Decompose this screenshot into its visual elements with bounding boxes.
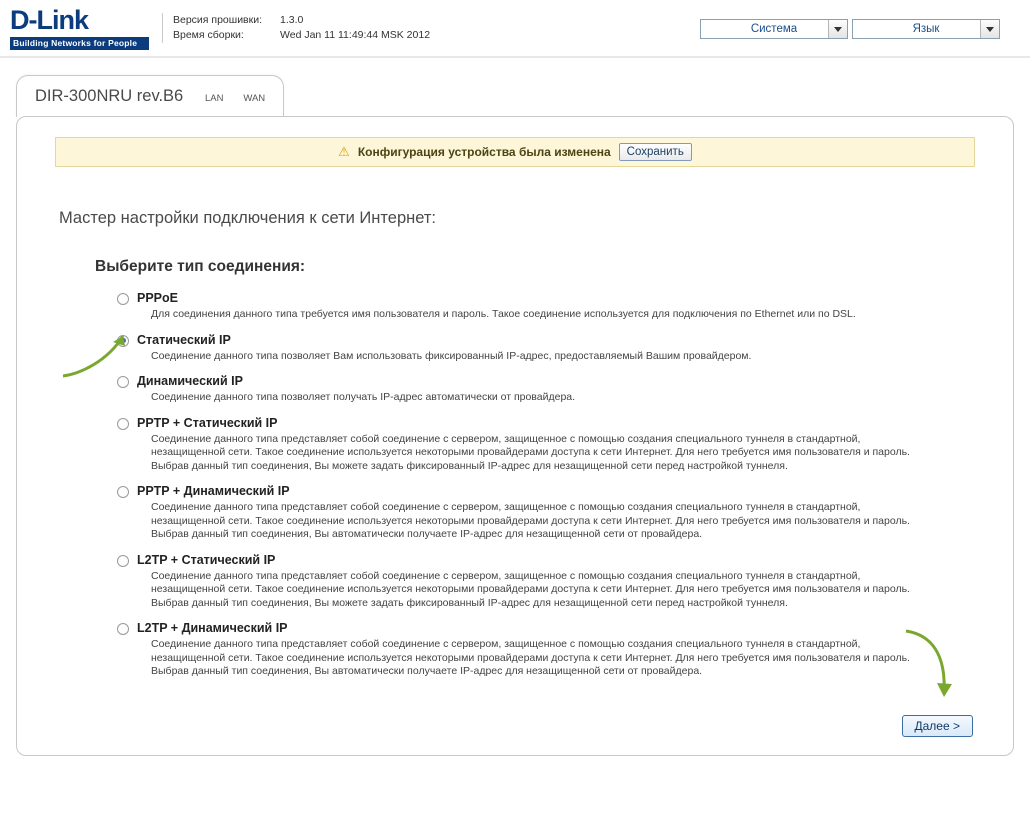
brand-logo — [0, 4, 150, 50]
radio-pptp-static-ip[interactable] — [117, 418, 129, 430]
option-label: PPTP + Динамический IP — [137, 484, 290, 498]
option-l2tp-dynamic-ip[interactable] — [117, 620, 917, 679]
system-menu-select[interactable] — [700, 19, 848, 39]
pointer-arrow-to-next-button — [898, 625, 958, 715]
save-button[interactable]: Сохранить — [619, 143, 692, 161]
wan-label: WAN — [243, 92, 266, 104]
option-label: PPPoE — [137, 291, 178, 305]
lan-label: LAN — [204, 92, 224, 104]
led-indicators — [201, 88, 267, 106]
chevron-down-icon[interactable] — [980, 20, 999, 38]
option-dynamic-ip[interactable] — [117, 373, 917, 405]
option-pptp-static-ip[interactable] — [117, 415, 917, 474]
logo-text: D-Link — [10, 4, 88, 35]
option-label: Статический IP — [137, 332, 231, 347]
device-tab[interactable] — [16, 75, 284, 117]
option-description: Соединение данного типа позволяет Вам использовать фиксированный IP-адрес, предоставляемый Вашим провайдером. — [151, 349, 752, 362]
chevron-down-icon[interactable] — [828, 20, 847, 38]
warning-icon: ⚠ — [338, 144, 350, 159]
led-lan — [201, 88, 227, 106]
app-header — [0, 0, 1030, 58]
language-menu-select[interactable] — [852, 19, 1000, 39]
header-controls — [700, 19, 1000, 39]
option-pptp-dynamic-ip[interactable] — [117, 483, 917, 542]
main-panel — [16, 116, 1014, 756]
option-description: Соединение данного типа представляет собой соединение с сервером, защищенное с помощью создания специального туннеля в стандартной, незащищенной сети. Такое соединение используется некоторыми провайдерами доступа к сети Интернет. Для него требуется имя пользователя и пароль. Выбрав данный тип соединения, Вы автоматически получаете IP-адрес для незащищенной сети от провайдера. — [151, 501, 910, 540]
next-button[interactable]: Далее > — [902, 715, 974, 737]
option-label: Динамический IP — [137, 374, 243, 388]
system-menu-label: Система — [750, 23, 798, 35]
option-description: Соединение данного типа позволяет получать IP-адрес автоматически от провайдера. — [151, 391, 576, 403]
device-tab-row — [0, 58, 1030, 116]
option-l2tp-static-ip[interactable] — [117, 552, 917, 611]
build-time-value: Wed Jan 11 11:49:44 MSK 2012 — [280, 29, 431, 41]
build-time-label: Время сборки: — [173, 29, 244, 41]
option-description: Соединение данного типа представляет собой соединение с сервером, защищенное с помощью создания специального туннеля в стандартной, незащищенной сети. Такое соединение используется некоторыми провайдерами доступа к сети Интернет. Для него требуется имя пользователя и пароль. Выбрав данный тип соединения, Вы автоматически получаете IP-адрес для незащищенной сети от провайдера. — [151, 638, 910, 677]
radio-l2tp-static-ip[interactable] — [117, 555, 129, 567]
radio-pppoe[interactable] — [117, 293, 129, 305]
logo-tagline: Building Networks for People — [10, 37, 149, 50]
led-wan — [241, 88, 267, 106]
option-pppoe[interactable] — [117, 290, 917, 322]
config-changed-notice — [55, 137, 975, 167]
radio-pptp-dynamic-ip[interactable] — [117, 486, 129, 498]
option-label: L2TP + Динамический IP — [137, 621, 288, 635]
option-description: Соединение данного типа представляет собой соединение с сервером, защищенное с помощью создания специального туннеля в стандартной, незащищенной сети. Такое соединение используется некоторыми провайдерами доступа к сети Интернет. Для него требуется имя пользователя и пароль. Выбрав данный тип соединения, Вы можете задать фиксированный IP-адрес для незащищенной сети перед настройкой туннеля. — [151, 569, 910, 609]
page-title: Мастер настройки подключения к сети Интернет: — [59, 209, 437, 227]
radio-dynamic-ip[interactable] — [117, 376, 129, 388]
option-label: L2TP + Статический IP — [137, 552, 276, 567]
option-static-ip[interactable] — [117, 332, 917, 364]
firmware-version-value: 1.3.0 — [280, 14, 304, 26]
option-description: Для соединения данного типа требуется имя пользователя и пароль. Такое соединение используется для подключения по Ethernet или по DSL. — [151, 308, 856, 320]
firmware-version-label: Версия прошивки: — [173, 14, 263, 26]
radio-l2tp-dynamic-ip[interactable] — [117, 623, 129, 635]
section-title: Выберите тип соединения: — [95, 258, 306, 275]
notice-text: Конфигурация устройства была изменена — [357, 145, 611, 159]
option-description: Соединение данного типа представляет собой соединение с сервером, защищенное с помощью создания специального туннеля в стандартной, незащищенной сети. Такое соединение используется некоторыми провайдерами доступа к сети Интернет. Для него требуется имя пользователя и пароль. Выбрав данный тип соединения, Вы можете задать фиксированный IP-адрес для незащищенной сети перед настройкой туннеля. — [151, 432, 910, 472]
language-menu-label: Язык — [912, 23, 940, 35]
connection-type-options — [117, 290, 917, 679]
firmware-info — [162, 13, 434, 43]
option-label: PPTP + Статический IP — [137, 415, 278, 430]
device-model-label: DIR-300NRU rev.B6 — [35, 87, 184, 105]
